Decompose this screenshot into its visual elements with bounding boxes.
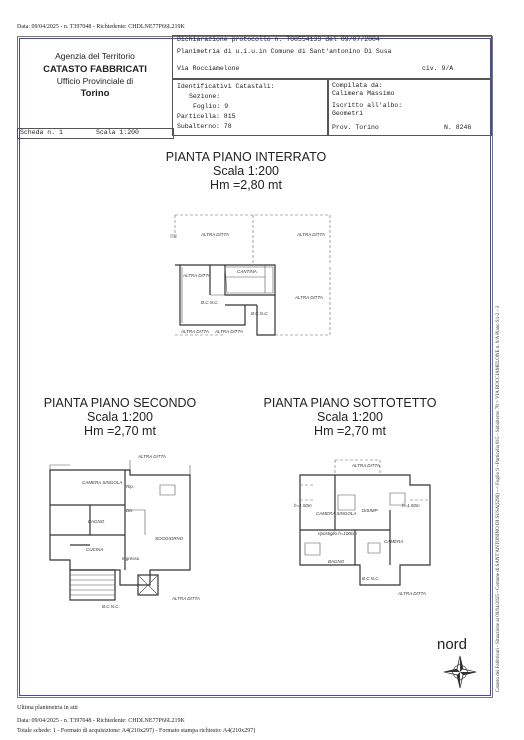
sottotetto-title-block — [250, 396, 450, 438]
ufficio-city: Torino — [80, 88, 110, 99]
room-label: ALTRA DITTA — [215, 329, 243, 334]
room-label: CAMERA — [384, 539, 404, 544]
room-label: SOGGIORNO — [155, 536, 184, 541]
room-label: CUCINA — [86, 547, 104, 552]
albo-value: Geometri — [332, 110, 364, 117]
room-label: ALTRA DITTA — [172, 596, 200, 601]
prov-text: Prov. Torino — [332, 124, 379, 131]
footer-totale: Totale schede: 1 - Formato di acquisizione: A4(210x297) - Formato stampa richiesto: A4(210x297) — [17, 728, 256, 734]
room-label: ALTRA DITTA — [181, 329, 209, 334]
sottotetto-title: PIANTA PIANO SOTTOTETTO — [263, 396, 437, 410]
room-label: Rip. — [126, 484, 135, 489]
room-label: BAGNO — [88, 519, 105, 524]
sottotetto-hm: Hm =2,70 mt — [314, 424, 386, 438]
agency-block — [20, 50, 170, 101]
catasto-title: CATASTO FABBRICATI — [43, 64, 147, 75]
planimetria-text: Planimetria di u.i.u.in Comune di Sant'antonino Di Susa — [177, 48, 392, 55]
room-label: ALTRA DITTA — [201, 232, 229, 237]
identificativi-block — [177, 82, 275, 132]
subalterno-field: Subalterno: 78 — [177, 123, 232, 130]
room-label: B.C.N.C. — [362, 576, 380, 581]
interrato-title: PIANTA PIANO INTERRATO — [165, 150, 327, 164]
room-label: CANTINA — [237, 269, 257, 274]
compilata-name: Calimera Massimo — [332, 90, 395, 97]
numero-text: N. 8246 — [444, 124, 472, 131]
room-label: BAGNO — [328, 559, 345, 564]
iscritto-label: Iscritto all'albo: — [332, 102, 403, 109]
room-label: ripostiglio h=100cm — [318, 531, 357, 536]
compilata-label: Compilata da: — [332, 82, 383, 89]
room-label: h=1.50m — [402, 503, 420, 508]
nord-label: nord — [437, 636, 468, 653]
room-label: ALTRA DITTA — [398, 591, 426, 596]
compilata-block — [332, 82, 402, 118]
footer-ultima: Ultima planimetria in atti — [17, 705, 78, 711]
room-label: h=1.50m — [294, 503, 312, 508]
secondo-hm: Hm =2,70 mt — [84, 424, 156, 438]
room-label: B.C.N.C. — [201, 300, 219, 305]
via-text: Via Rocciamelone — [177, 65, 240, 72]
ufficio-label: Ufficio Provinciale di — [56, 76, 134, 86]
scheda-scala: Scala 1:200 — [96, 129, 139, 136]
interrato-floorplan — [165, 205, 340, 345]
room-label: ALTRA DITTA — [183, 273, 211, 278]
interrato-scala: Scala 1:200 — [212, 164, 280, 178]
interrato-hm: Hm =2,80 mt — [210, 178, 282, 192]
civico-text: civ. 9/A — [422, 65, 454, 72]
side-vertical-text: Catasto dei Fabbricati - Situazione al 09/04/2025 - Comune di SANT'ANTONINO DI SUSA(I296) - < Foglio 9 - Particella 815 - Subalterno 78 > VIA ROCCIAMELONE n. 9/A Piano S1-2 - 3 — [496, 305, 501, 692]
room-label: B.C.N.C. — [102, 604, 120, 609]
foglio-field: Foglio: 9 — [193, 103, 229, 110]
room-label: DISIMP — [362, 508, 378, 513]
room-label: Dis — [126, 508, 133, 513]
secondo-title-block — [20, 396, 220, 438]
identificativi-title: Identificativi Catastali: — [177, 83, 275, 90]
secondo-floorplan — [30, 450, 230, 610]
room-label: CAMERA SINGOLA — [82, 480, 123, 485]
footer-data: Data: 09/04/2025 - n. T397048 - Richiedente: CHDLNE77P66L219K — [17, 718, 185, 724]
particella-field: Particella: 815 — [177, 113, 236, 120]
secondo-title: PIANTA PIANO SECONDO — [43, 396, 197, 410]
secondo-scala: Scala 1:200 — [86, 410, 154, 424]
agency-name: Agenzia del Territorio — [55, 51, 135, 61]
scheda-number: Scheda n. 1 — [20, 129, 63, 136]
sottotetto-scala: Scala 1:200 — [316, 410, 384, 424]
room-label: ALTRA DITTA — [297, 232, 325, 237]
dichiarazione-text: Dichiarazione protocollo n. TO0554133 del 09/07/2004 — [177, 36, 380, 43]
sottotetto-floorplan — [280, 455, 450, 605]
interrato-title-block — [146, 150, 346, 192]
header-top-text: Data: 09/04/2025 - n. T397048 - Richiedente: CHDLNE77P66L219K — [17, 24, 185, 30]
room-label: ALTRA DITTA — [138, 454, 166, 459]
sezione-field: Sezione: — [189, 93, 221, 100]
room-label: ALTRA DITTA — [295, 295, 323, 300]
room-label: Ingresso — [122, 556, 140, 561]
compass-rose-icon — [443, 655, 477, 689]
room-label: CAMERA SINGOLA — [316, 511, 357, 516]
room-label: ALTRA DITTA — [352, 463, 380, 468]
room-label: B.C.N.C. — [251, 311, 269, 316]
